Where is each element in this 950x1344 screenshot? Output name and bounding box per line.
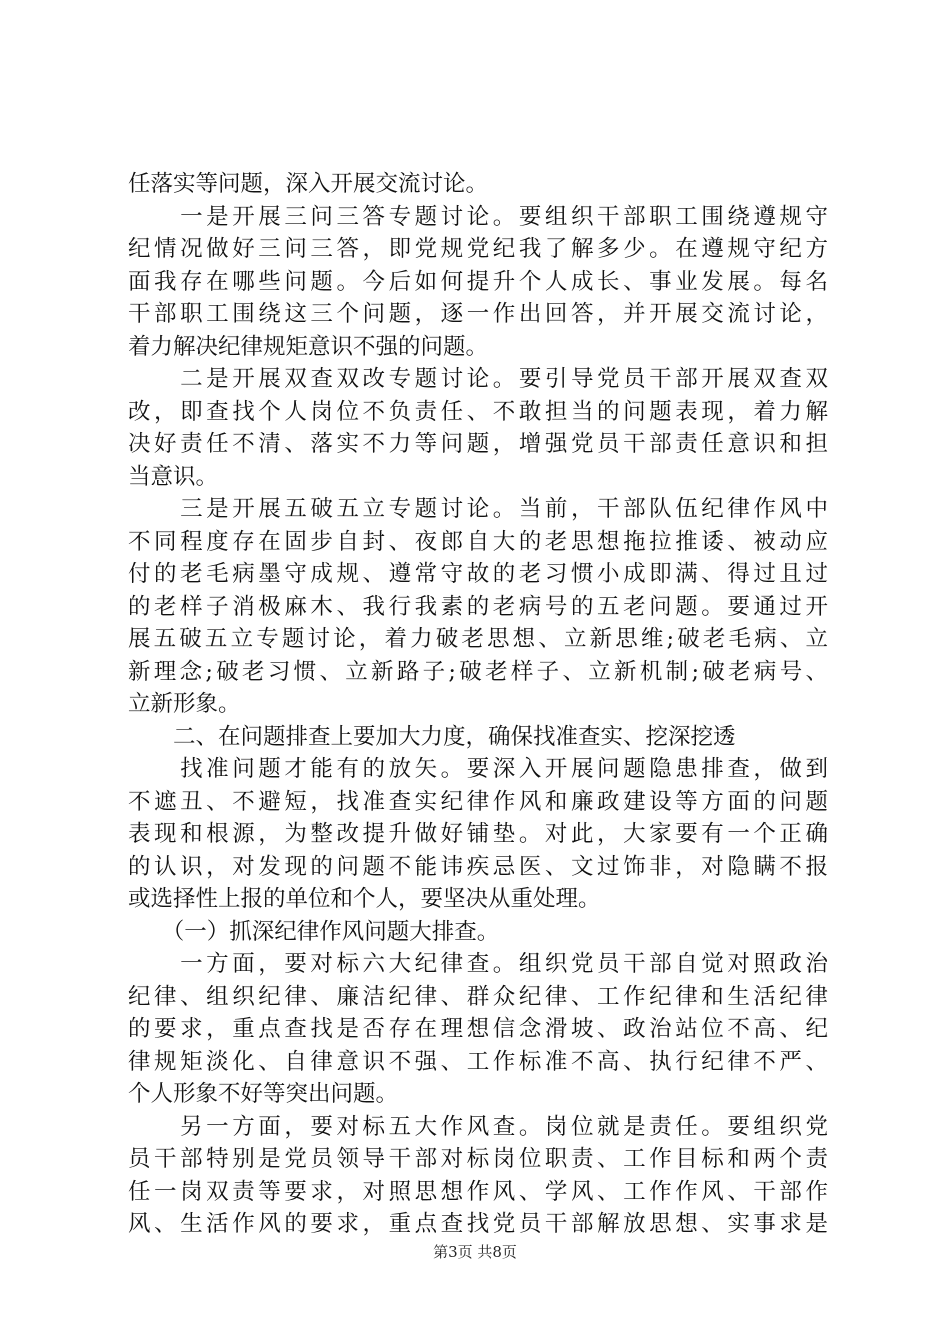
- text-line: 另一方面，要对标五大作风查。岗位就是责任。要组织党: [128, 1113, 828, 1140]
- text-line: 的老样子消极麻木、我行我素的老病号的五老问题。要通过开: [128, 593, 828, 620]
- text-line: 找准问题才能有的放矢。要深入开展问题隐患排查，做到: [128, 756, 828, 782]
- text-line: 员干部特别是党员领导干部对标岗位职责、工作目标和两个责: [128, 1146, 828, 1172]
- text-line: 二、在问题排查上要加大力度，确保找准查实、挖深挖透: [128, 723, 736, 750]
- text-line: 一方面，要对标六大纪律查。组织党员干部自觉对照政治: [128, 951, 828, 977]
- text-line: 面我存在哪些问题。今后如何提升个人成长、事业发展。每名: [128, 268, 828, 295]
- text-line: 的认识，对发现的问题不能讳疾忌医、文过饰非，对隐瞒不报: [128, 853, 828, 880]
- text-line: 任落实等问题，深入开展交流讨论。: [128, 171, 489, 197]
- text-line: （一）抓深纪律作风问题大排查。: [128, 918, 500, 945]
- text-line: 不同程度存在固步自封、夜郎自大的老思想拖拉推诿、被动应: [128, 528, 828, 555]
- text-line: 个人形象不好等突出问题。: [128, 1081, 399, 1107]
- page-number-footer: 第3页 共8页: [433, 1243, 517, 1261]
- text-line: 当意识。: [128, 463, 219, 490]
- text-line: 三是开展五破五立专题讨论。当前，干部队伍纪律作风中: [128, 496, 828, 522]
- text-line: 立新形象。: [128, 691, 241, 717]
- document-body: [128, 168, 828, 1241]
- text-line: 表现和根源，为整改提升做好铺垫。对此，大家要有一个正确: [128, 821, 828, 847]
- text-line: 任一岗双责等要求，对照思想作风、学风、工作作风、干部作: [128, 1178, 828, 1205]
- text-line: 纪情况做好三问三答，即党规党纪我了解多少。在遵规守纪方: [128, 236, 828, 262]
- text-line: 纪律、组织纪律、廉洁纪律、群众纪律、工作纪律和生活纪律: [128, 983, 828, 1010]
- text-line: 着力解决纪律规矩意识不强的问题。: [128, 333, 489, 360]
- text-line: 二是开展双查双改专题讨论。要引导党员干部开展双查双: [128, 366, 828, 392]
- text-line: 的要求，重点查找是否存在理想信念滑坡、政治站位不高、纪: [128, 1016, 828, 1042]
- text-line: 律规矩淡化、自律意识不强、工作标准不高、执行纪律不严、: [128, 1048, 828, 1075]
- text-line: 展五破五立专题讨论，着力破老思想、立新思维;破老毛病、立: [128, 626, 828, 652]
- text-line: 风、生活作风的要求，重点查找党员干部解放思想、实事求是: [128, 1211, 828, 1237]
- text-line: 干部职工围绕这三个问题，逐一作出回答，并开展交流讨论，: [128, 301, 828, 327]
- text-line: 一是开展三问三答专题讨论。要组织干部职工围绕遵规守: [128, 203, 828, 230]
- text-line: 改，即查找个人岗位不负责任、不敢担当的问题表现，着力解: [128, 398, 828, 425]
- text-line: 或选择性上报的单位和个人，要坚决从重处理。: [128, 886, 601, 912]
- text-line: 不遮丑、不避短，找准查实纪律作风和廉政建设等方面的问题: [128, 788, 828, 815]
- text-line: 付的老毛病墨守成规、遵常守故的老习惯小成即满、得过且过: [128, 561, 828, 587]
- text-line: 新理念;破老习惯、立新路子;破老样子、立新机制;破老病号、: [128, 658, 828, 685]
- text-line: 决好责任不清、落实不力等问题，增强党员干部责任意识和担: [128, 431, 828, 457]
